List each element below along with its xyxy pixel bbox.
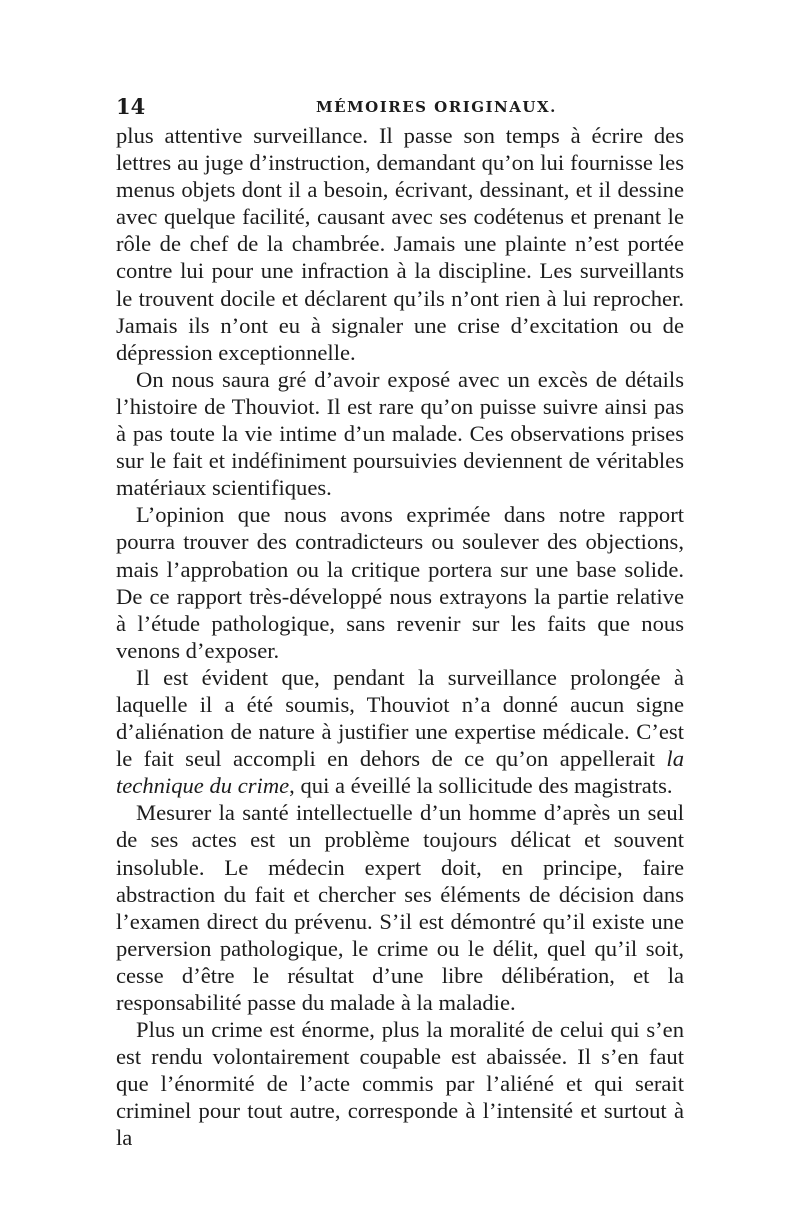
body-text xyxy=(116,122,684,1152)
running-title: MÉMOIRES ORIGINAUX. xyxy=(316,98,557,116)
paragraph xyxy=(116,664,684,799)
paragraph: On nous saura gré d’avoir exposé avec un excès de détails l’histoire de Thouviot. Il est rare qu’on puisse suivre ainsi pas à pas toute la vie intime d’un malade. Ces observations prises sur le fait et indéfiniment poursuivies deviennent de véritables matériaux scientifiques. xyxy=(116,366,684,501)
running-header xyxy=(116,94,690,120)
paragraph: Mesurer la santé intellectuelle d’un homme d’après un seul de ses actes est un problème toujours délicat et souvent insoluble. Le médecin expert doit, en principe, faire abstraction du fait et chercher ses éléments de décision dans l’examen direct du prévenu. S’il est démontré qu’il existe une perversion pathologique, le crime ou le délit, quel qu’il soit, cesse d’être le résultat d’une libre délibération, et la responsabilité passe du malade à la maladie. xyxy=(116,800,684,1015)
page-number: 14 xyxy=(116,94,146,119)
paragraph-continued: plus attentive surveillance. Il passe son temps à écrire des lettres au juge d’instruction, demandant qu’on lui fournisse les menus objets dont il a besoin, écrivant, dessinant, et il dessine avec quelque facilité, causant avec ses codétenus et prenant le rôle de chef de la chambrée. Jamais une plainte n’est portée contre lui pour une infraction à la discipline. Les surveillants le trouvent docile et déclarent qu’ils n’ont rien à lui reprocher. Jamais ils n’ont eu à signaler une crise d’excitation ou de dépression exceptionnelle. xyxy=(116,123,684,365)
paragraph: L’opinion que nous avons exprimée dans notre rapport pourra trouver des contradicteurs ou soulever des objections, mais l’approbation ou la critique portera sur une base solide. De ce rapport très-développé nous extrayons la partie relative à l’étude pathologique, sans revenir sur les faits que nous venons d’exposer. xyxy=(116,502,684,663)
paragraph-text: , qui a éveillé la sollicitude des magistrats. xyxy=(289,773,673,799)
paragraph-continues-next-page: Plus un crime est énorme, plus la moralité de celui qui s’en est rendu volontairement coupable est abaissée. Il s’en faut que l’énormité de l’acte commis par l’aliéné et qui serait criminel pour tout autre, corresponde à l’intensité et surtout à la xyxy=(116,1017,684,1151)
italic-phrase: la technique du crime xyxy=(116,746,684,799)
paragraph-text: Il est évident que, pendant la surveillance prolongée à laquelle il a été soumis, Thouviot n’a donné aucun signe d’aliénation de nature à justifier une expertise médicale. C’est le fait seul accompli en dehors de ce qu’on appellerait xyxy=(116,664,684,772)
